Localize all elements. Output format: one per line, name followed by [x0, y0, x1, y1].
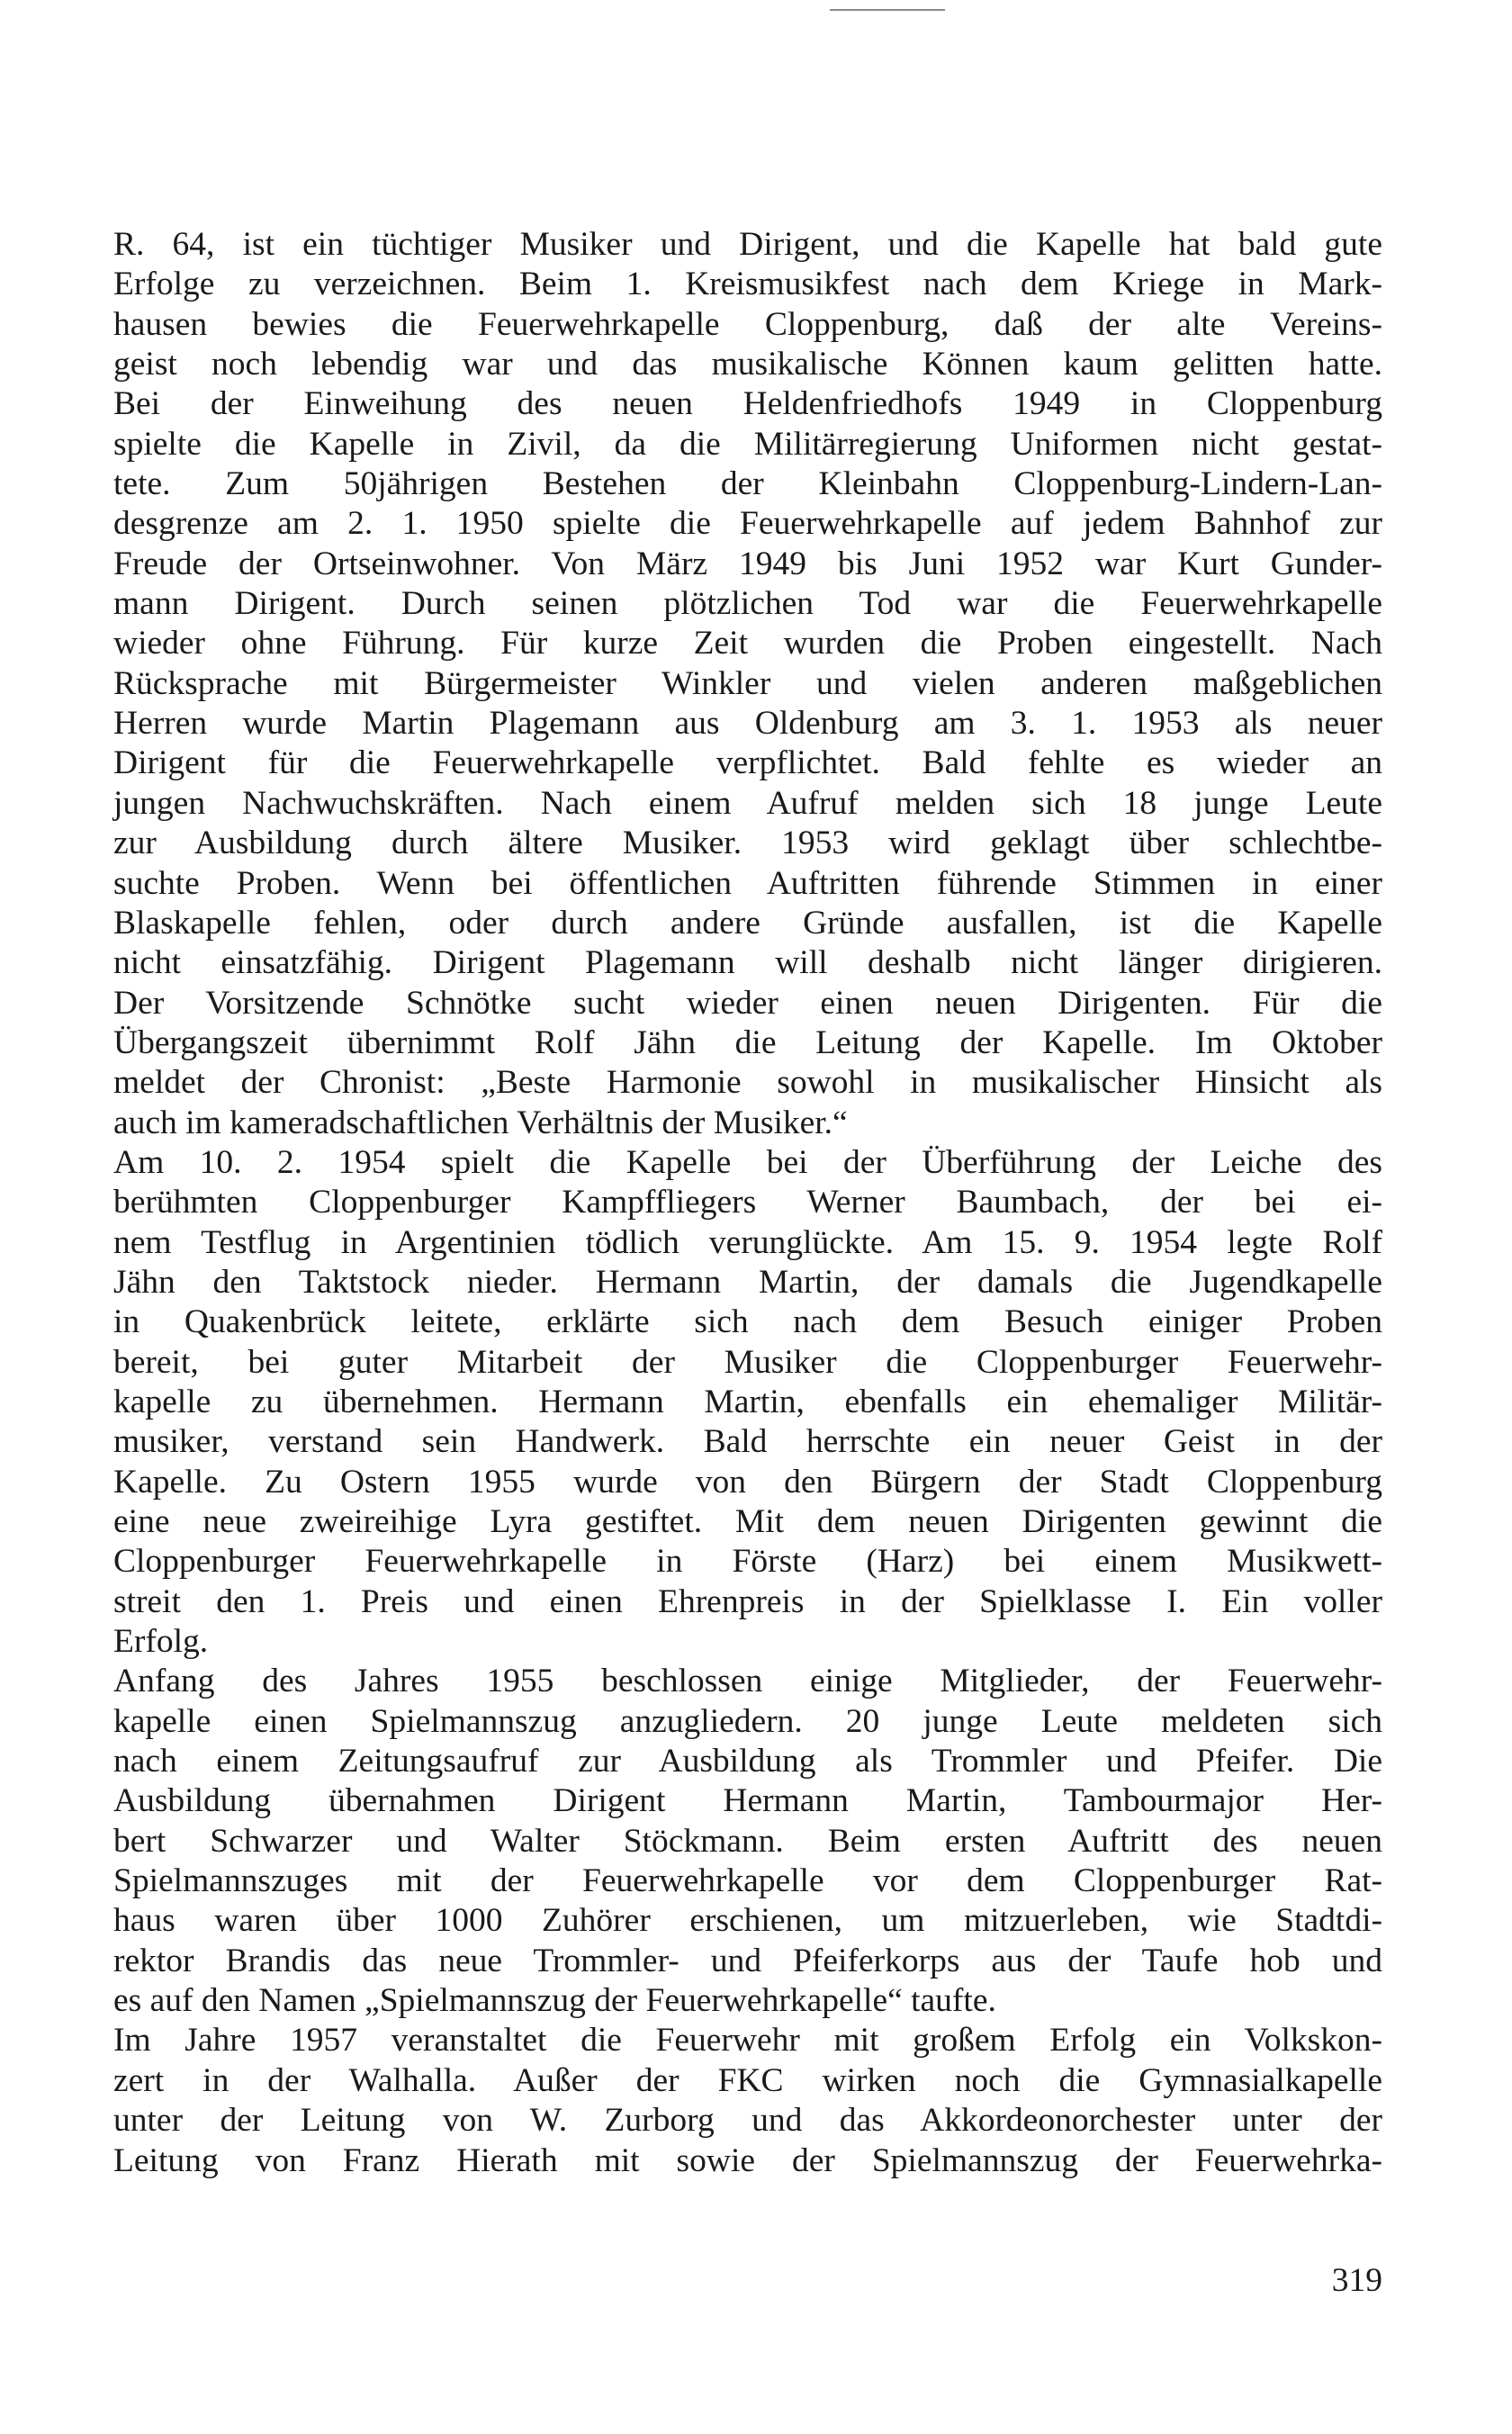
text-line: Herren wurde Martin Plagemann aus Oldenburg am 3. 1. 1953 als neuer [113, 705, 1382, 743]
body-text [113, 225, 1382, 2181]
text-line: nicht einsatzfähig. Dirigent Plagemann will deshalb nicht länger dirigieren. [113, 944, 1382, 982]
text-line: Am 10. 2. 1954 spielt die Kapelle bei der Überführung der Leiche des [113, 1143, 1382, 1181]
top-rule [830, 9, 945, 11]
text-line: Ausbildung übernahmen Dirigent Hermann Martin, Tambourmajor Her- [113, 1782, 1382, 1820]
text-line: bert Schwarzer und Walter Stöckmann. Beim ersten Auftritt des neuen [113, 1822, 1382, 1860]
text-line: streit den 1. Preis und einen Ehrenpreis in der Spielklasse I. Ein voller [113, 1582, 1382, 1620]
text-line: in Quakenbrück leitete, erklärte sich nach dem Besuch einiger Proben [113, 1303, 1382, 1341]
text-line: bereit, bei guter Mitarbeit der Musiker die Cloppenburger Feuerwehr- [113, 1343, 1382, 1381]
text-line: wieder ohne Führung. Für kurze Zeit wurden die Proben eingestellt. Nach [113, 625, 1382, 663]
text-line: Im Jahre 1957 veranstaltet die Feuerwehr mit großem Erfolg ein Volkskon- [113, 2022, 1382, 2060]
text-line: rektor Brandis das neue Trommler- und Pfeiferkorps aus der Taufe hob und [113, 1942, 1382, 1979]
text-line: Erfolge zu verzeichnen. Beim 1. Kreismusikfest nach dem Kriege in Mark- [113, 266, 1382, 303]
text-line: es auf den Namen „Spielmannszug der Feuerwehrkapelle“ taufte. [113, 1982, 996, 2020]
text-line: eine neue zweireihige Lyra gestiftet. Mit dem neuen Dirigenten gewinnt die [113, 1503, 1382, 1540]
text-line: Freude der Ortseinwohner. Von März 1949 bis Juni 1952 war Kurt Gunder- [113, 545, 1382, 582]
text-line: nem Testflug in Argentinien tödlich verunglückte. Am 15. 9. 1954 legte Rolf [113, 1223, 1382, 1261]
text-line: geist noch lebendig war und das musikalische Können kaum gelitten hatte. [113, 346, 1382, 383]
page-number: 319 [1331, 2262, 1382, 2299]
text-line: musiker, verstand sein Handwerk. Bald herrschte ein neuer Geist in der [113, 1423, 1382, 1461]
text-line: meldet der Chronist: „Beste Harmonie sowohl in musikalischer Hinsicht als [113, 1064, 1382, 1102]
text-line: Spielmannszuges mit der Feuerwehrkapelle vor dem Cloppenburger Rat- [113, 1862, 1382, 1900]
text-line: zert in der Walhalla. Außer der FKC wirken noch die Gymnasialkapelle [113, 2061, 1382, 2099]
text-line: Erfolg. [113, 1623, 209, 1661]
text-line: auch im kameradschaftlichen Verhältnis der Musiker.“ [113, 1104, 848, 1141]
text-line: kapelle einen Spielmannszug anzugliedern. 20 junge Leute meldeten sich [113, 1702, 1382, 1740]
text-line: jungen Nachwuchskräften. Nach einem Aufruf melden sich 18 junge Leute [113, 784, 1382, 822]
text-line: zur Ausbildung durch ältere Musiker. 1953 wird geklagt über schlechtbe- [113, 825, 1382, 862]
text-line: mann Dirigent. Durch seinen plötzlichen Tod war die Feuerwehrkapelle [113, 585, 1382, 623]
text-line: spielte die Kapelle in Zivil, da die Militärregierung Uniformen nicht gestat- [113, 425, 1382, 463]
text-line: nach einem Zeitungsaufruf zur Ausbildung als Trommler und Pfeifer. Die [113, 1743, 1382, 1780]
text-line: Anfang des Jahres 1955 beschlossen einige Mitglieder, der Feuerwehr- [113, 1663, 1382, 1700]
text-line: suchte Proben. Wenn bei öffentlichen Auftritten führende Stimmen in einer [113, 864, 1382, 902]
text-line: Leitung von Franz Hierath mit sowie der Spielmannszug der Feuerwehrka- [113, 2141, 1382, 2179]
text-line: Cloppenburger Feuerwehrkapelle in Förste (Harz) bei einem Musikwett- [113, 1543, 1382, 1581]
text-line: unter der Leitung von W. Zurborg und das Akkordeonorchester unter der [113, 2102, 1382, 2140]
text-line: tete. Zum 50jährigen Bestehen der Kleinbahn Cloppenburg-Lindern-Lan- [113, 465, 1382, 503]
text-line: desgrenze am 2. 1. 1950 spielte die Feuerwehrkapelle auf jedem Bahnhof zur [113, 505, 1382, 543]
text-line: berühmten Cloppenburger Kampffliegers Werner Baumbach, der bei ei- [113, 1184, 1382, 1222]
text-line: haus waren über 1000 Zuhörer erschienen, um mitzuerleben, wie Stadtdi- [113, 1902, 1382, 1940]
text-line: Der Vorsitzende Schnötke sucht wieder einen neuen Dirigenten. Für die [113, 984, 1382, 1022]
text-line: Kapelle. Zu Ostern 1955 wurde von den Bürgern der Stadt Cloppenburg [113, 1463, 1382, 1501]
text-line: Jähn den Taktstock nieder. Hermann Martin, der damals die Jugendkapelle [113, 1263, 1382, 1301]
text-line: Übergangszeit übernimmt Rolf Jähn die Leitung der Kapelle. Im Oktober [113, 1023, 1382, 1061]
text-line: Dirigent für die Feuerwehrkapelle verpflichtet. Bald fehlte es wieder an [113, 744, 1382, 782]
text-line: R. 64, ist ein tüchtiger Musiker und Dirigent, und die Kapelle hat bald gute [113, 226, 1382, 263]
text-line: Bei der Einweihung des neuen Heldenfriedhofs 1949 in Cloppenburg [113, 385, 1382, 423]
text-line: kapelle zu übernehmen. Hermann Martin, ebenfalls ein ehemaliger Militär- [113, 1383, 1382, 1420]
text-line: Blaskapelle fehlen, oder durch andere Gründe ausfallen, ist die Kapelle [113, 904, 1382, 942]
text-line: hausen bewies die Feuerwehrkapelle Cloppenburg, daß der alte Vereins- [113, 305, 1382, 343]
text-line: Rücksprache mit Bürgermeister Winkler und vielen anderen maßgeblichen [113, 664, 1382, 702]
